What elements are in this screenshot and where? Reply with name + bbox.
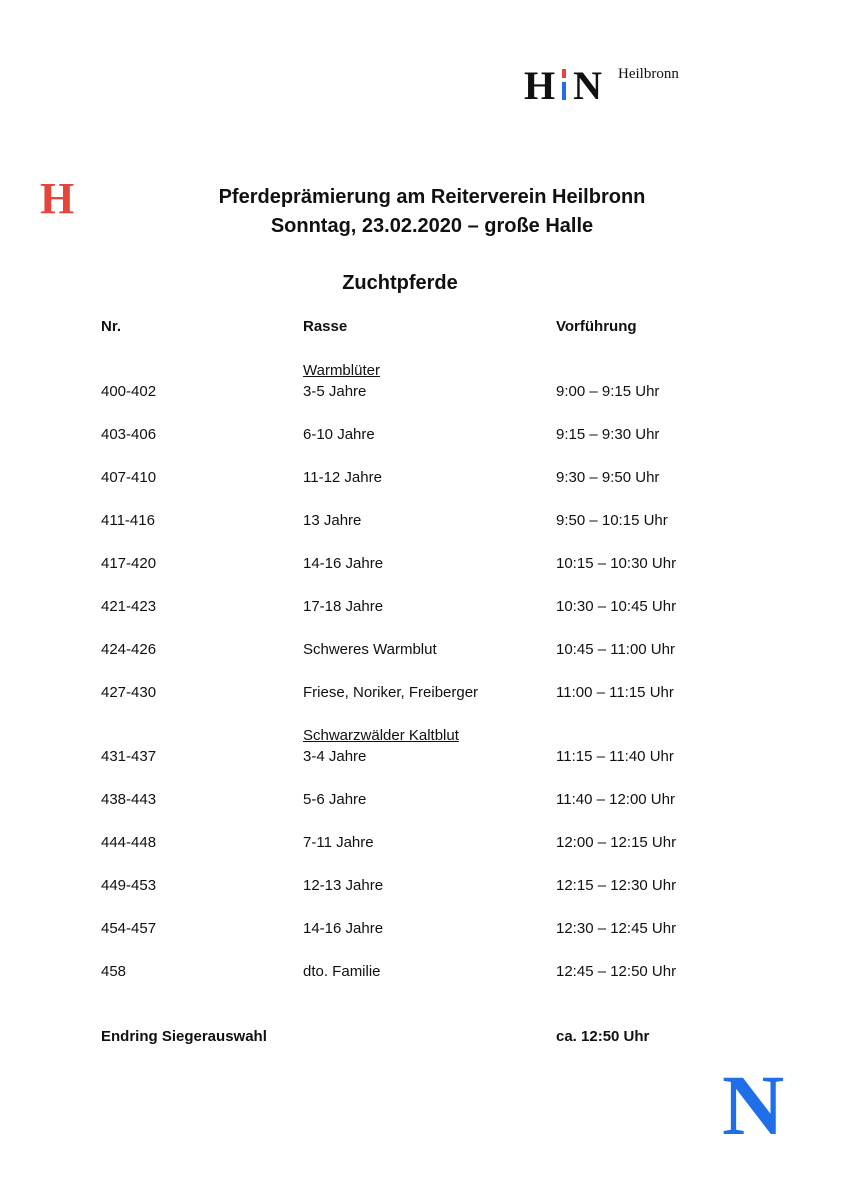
logo-bar-red xyxy=(562,69,566,78)
cell-vorfuehrung: 11:00 – 11:15 Uhr xyxy=(556,684,674,701)
hn-logo xyxy=(524,63,679,108)
cell-vorfuehrung: 9:50 – 10:15 Uhr xyxy=(556,512,668,529)
table-row xyxy=(0,382,848,404)
column-header-rasse: Rasse xyxy=(303,318,348,335)
cell-nr: 438-443 xyxy=(101,791,157,808)
cell-rasse: 14-16 Jahre xyxy=(303,555,384,572)
cell-rasse: 6-10 Jahre xyxy=(303,426,375,443)
table-row xyxy=(0,511,848,533)
cell-rasse: Schweres Warmblut xyxy=(303,641,437,658)
footer-label: Endring Siegerauswahl xyxy=(101,1028,267,1045)
table-row xyxy=(0,919,848,941)
logo-letter-n: N xyxy=(573,63,603,108)
cell-rasse: 14-16 Jahre xyxy=(303,920,384,937)
cell-vorfuehrung: 9:15 – 9:30 Uhr xyxy=(556,426,660,443)
cell-vorfuehrung: 10:15 – 10:30 Uhr xyxy=(556,555,677,572)
cell-vorfuehrung: 12:30 – 12:45 Uhr xyxy=(556,920,677,937)
cell-nr: 444-448 xyxy=(101,834,157,851)
cell-nr: 449-453 xyxy=(101,877,157,894)
cell-vorfuehrung: 11:15 – 11:40 Uhr xyxy=(556,748,674,765)
cell-rasse: 12-13 Jahre xyxy=(303,877,384,894)
cell-nr: 454-457 xyxy=(101,920,157,937)
cell-nr: 431-437 xyxy=(101,748,157,765)
page-title-line2: Sonntag, 23.02.2020 – große Halle xyxy=(270,215,594,237)
cell-vorfuehrung: 12:45 – 12:50 Uhr xyxy=(556,963,677,980)
cell-vorfuehrung: 9:30 – 9:50 Uhr xyxy=(556,469,660,486)
logo-wordmark: Heilbronn xyxy=(618,66,679,82)
table-row xyxy=(0,962,848,984)
table-row xyxy=(0,425,848,447)
cell-rasse: Friese, Noriker, Freiberger xyxy=(303,684,479,701)
group-heading: Warmblüter xyxy=(303,362,380,379)
cell-rasse: dto. Familie xyxy=(303,963,381,980)
cell-rasse: 13 Jahre xyxy=(303,512,362,529)
cell-nr: 458 xyxy=(101,963,127,980)
cell-nr: 427-430 xyxy=(101,684,157,701)
cell-rasse: 3-5 Jahre xyxy=(303,383,367,400)
logo-letter-h: H xyxy=(524,63,556,108)
table-row xyxy=(0,554,848,576)
cell-rasse: 11-12 Jahre xyxy=(303,469,382,486)
logo-bar-blue xyxy=(562,82,566,100)
decor-letter-n: N xyxy=(722,1057,785,1153)
table-row xyxy=(0,876,848,898)
cell-nr: 403-406 xyxy=(101,426,157,443)
cell-nr: 417-420 xyxy=(101,555,157,572)
cell-nr: 407-410 xyxy=(101,469,157,486)
cell-vorfuehrung: 12:15 – 12:30 Uhr xyxy=(556,877,677,894)
cell-nr: 424-426 xyxy=(101,641,157,658)
logo-divider-bar xyxy=(562,69,566,100)
group-heading: Schwarzwälder Kaltblut xyxy=(303,727,459,744)
cell-vorfuehrung: 11:40 – 12:00 Uhr xyxy=(556,791,675,808)
table-row xyxy=(0,468,848,490)
cell-vorfuehrung: 10:30 – 10:45 Uhr xyxy=(556,598,677,615)
cell-vorfuehrung: 9:00 – 9:15 Uhr xyxy=(556,383,660,400)
cell-rasse: 7-11 Jahre xyxy=(303,834,374,851)
table-row xyxy=(0,597,848,619)
column-header-nr: Nr. xyxy=(101,318,122,335)
page-title-line1: Pferdeprämierung am Reiterverein Heilbronn xyxy=(218,186,646,208)
cell-nr: 400-402 xyxy=(101,383,157,400)
cell-vorfuehrung: 12:00 – 12:15 Uhr xyxy=(556,834,677,851)
cell-nr: 411-416 xyxy=(101,512,155,529)
table-row xyxy=(0,747,848,769)
decor-letter-h: H xyxy=(40,174,75,223)
cell-rasse: 17-18 Jahre xyxy=(303,598,384,615)
table-row xyxy=(0,640,848,662)
table-row xyxy=(0,683,848,705)
column-header-vorfuehrung: Vorführung xyxy=(556,318,637,335)
table-row xyxy=(0,790,848,812)
section-title: Zuchtpferde xyxy=(342,272,458,294)
cell-rasse: 3-4 Jahre xyxy=(303,748,367,765)
cell-rasse: 5-6 Jahre xyxy=(303,791,367,808)
table-row xyxy=(0,833,848,855)
cell-nr: 421-423 xyxy=(101,598,157,615)
cell-vorfuehrung: 10:45 – 11:00 Uhr xyxy=(556,641,675,658)
footer-time: ca. 12:50 Uhr xyxy=(556,1028,650,1045)
